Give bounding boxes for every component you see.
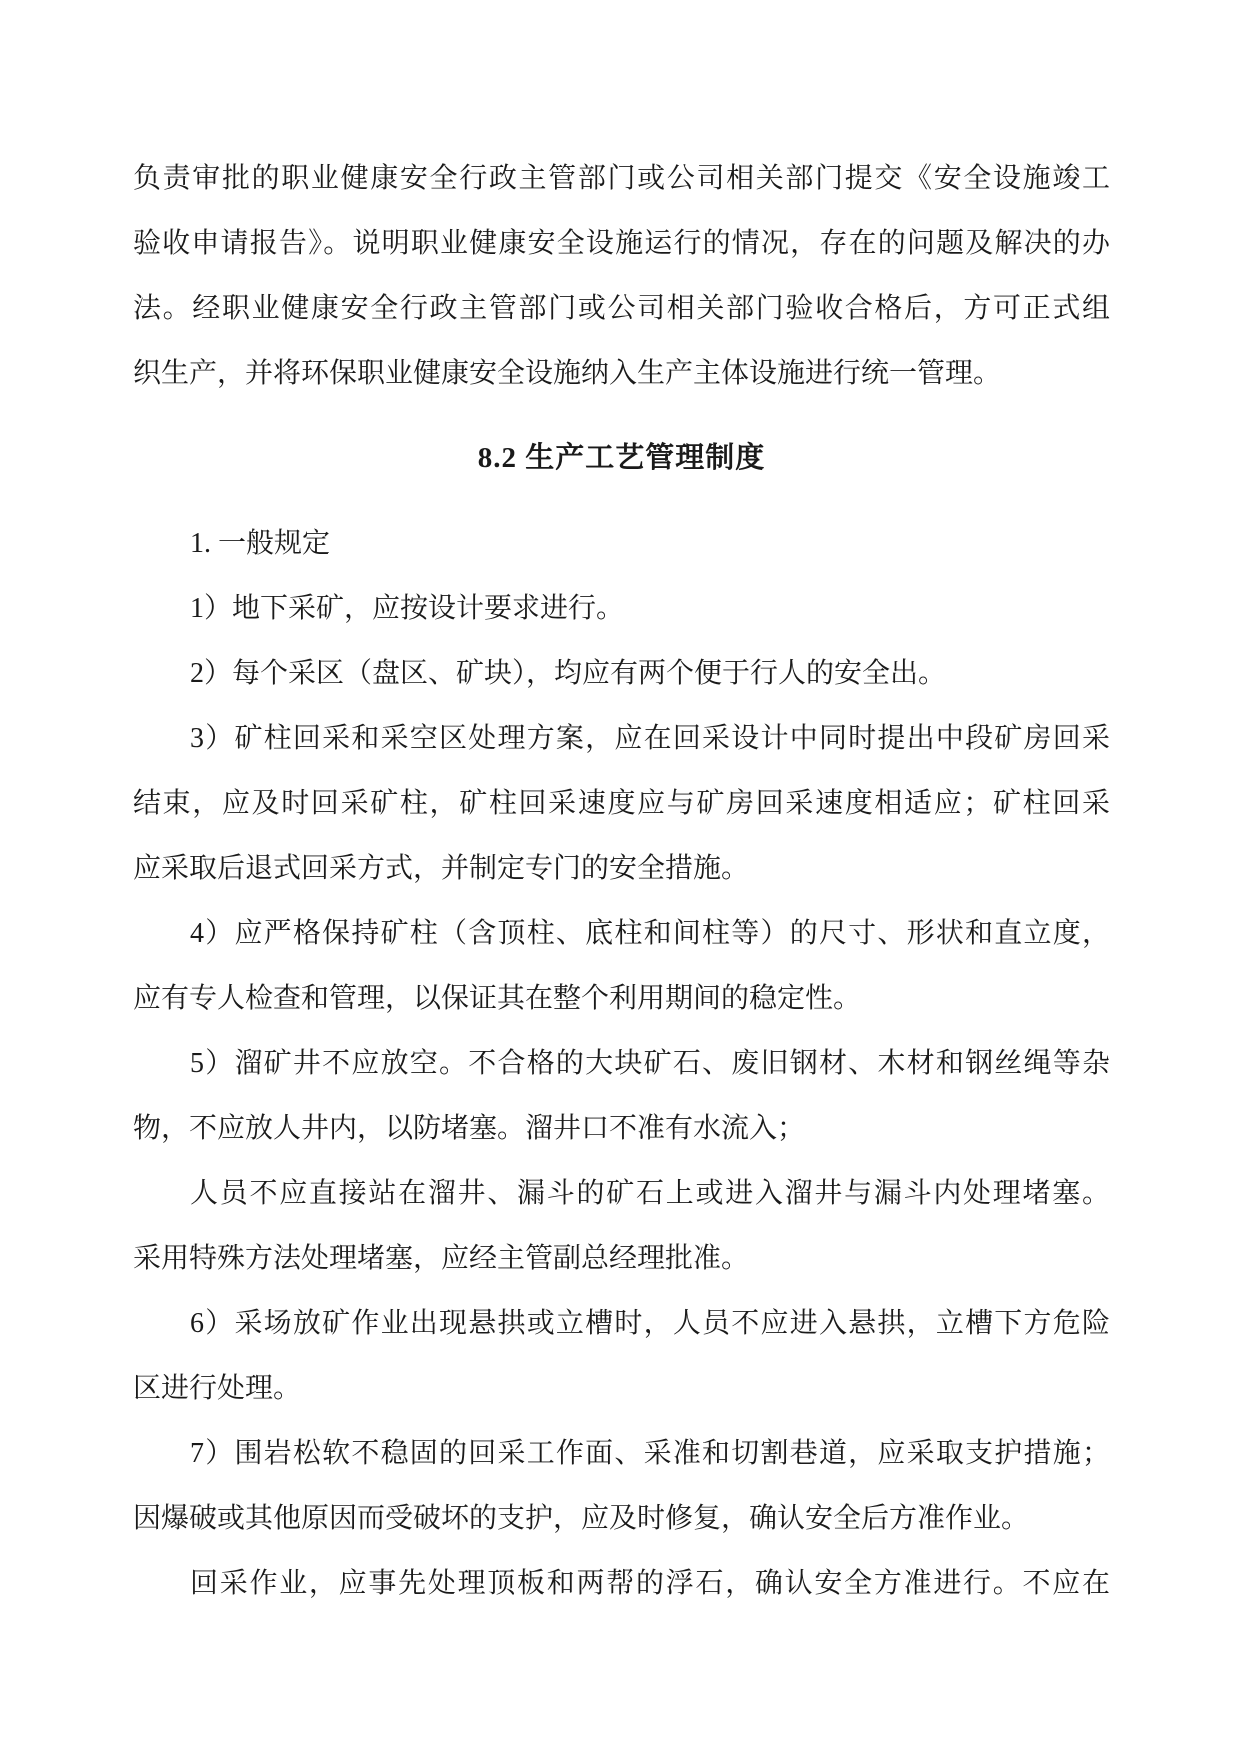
text-line: 采用特殊方法处理堵塞，应经主管副总经理批准。: [133, 1243, 750, 1274]
paragraph: [133, 576, 1110, 641]
text-line: 6）采场放矿作业出现悬拱或立槽时，人员不应进入悬拱，立槽下方危险: [190, 1308, 1110, 1339]
text-line: 2）每个采区（盘区、矿块），均应有两个便于行人的安全出。: [190, 658, 947, 689]
text-line: 验收申请报告》。说明职业健康安全设施运行的情况，存在的问题及解决的办: [133, 228, 1110, 259]
text-line: 应采取后退式回采方式，并制定专门的安全措施。: [133, 853, 750, 884]
paragraph: [133, 901, 1110, 1031]
paragraph: [133, 641, 1110, 706]
document-content: [133, 146, 1110, 1616]
text-line: 因爆破或其他原因而受破坏的支护，应及时修复，确认安全后方准作业。: [133, 1503, 1030, 1534]
text-line: 法。经职业健康安全行政主管部门或公司相关部门验收合格后，方可正式组: [133, 293, 1110, 324]
paragraph: [133, 1421, 1110, 1551]
paragraph: [133, 146, 1110, 406]
text-line: 3）矿柱回采和采空区处理方案，应在回采设计中同时提出中段矿房回采: [190, 723, 1110, 754]
paragraph: [133, 1161, 1110, 1291]
text-line: 织生产，并将环保职业健康安全设施纳入生产主体设施进行统一管理。: [133, 358, 1002, 389]
text-line: 1）地下采矿，应按设计要求进行。: [190, 593, 625, 624]
text-line: 人员不应直接站在溜井、漏斗的矿石上或进入溜井与漏斗内处理堵塞。: [190, 1178, 1110, 1209]
section-heading: 8.2 生产工艺管理制度: [477, 442, 766, 474]
text-line: 回采作业，应事先处理顶板和两帮的浮石，确认安全方准进行。不应在: [190, 1568, 1110, 1599]
text-line: 1. 一般规定: [190, 528, 331, 559]
text-line: 物，不应放人井内，以防堵塞。溜井口不准有水流入；: [133, 1113, 806, 1144]
paragraph: [133, 706, 1110, 901]
text-line: 5）溜矿井不应放空。不合格的大块矿石、废旧钢材、木材和钢丝绳等杂: [190, 1048, 1110, 1079]
paragraph: [133, 1291, 1110, 1421]
text-line: 应有专人检查和管理，以保证其在整个利用期间的稳定性。: [133, 983, 862, 1014]
text-line: 结束，应及时回采矿柱，矿柱回采速度应与矿房回采速度相适应；矿柱回采: [133, 788, 1110, 819]
text-line: 7）围岩松软不稳固的回采工作面、采准和切割巷道，应采取支护措施；: [190, 1438, 1110, 1469]
paragraph: [133, 1551, 1110, 1616]
paragraph: [133, 511, 1110, 576]
text-line: 区进行处理。: [133, 1373, 302, 1404]
paragraph: [133, 1031, 1110, 1161]
text-line: 负责审批的职业健康安全行政主管部门或公司相关部门提交《安全设施竣工: [133, 163, 1110, 194]
text-line: 4）应严格保持矿柱（含顶柱、底柱和间柱等）的尺寸、形状和直立度，: [190, 918, 1110, 949]
